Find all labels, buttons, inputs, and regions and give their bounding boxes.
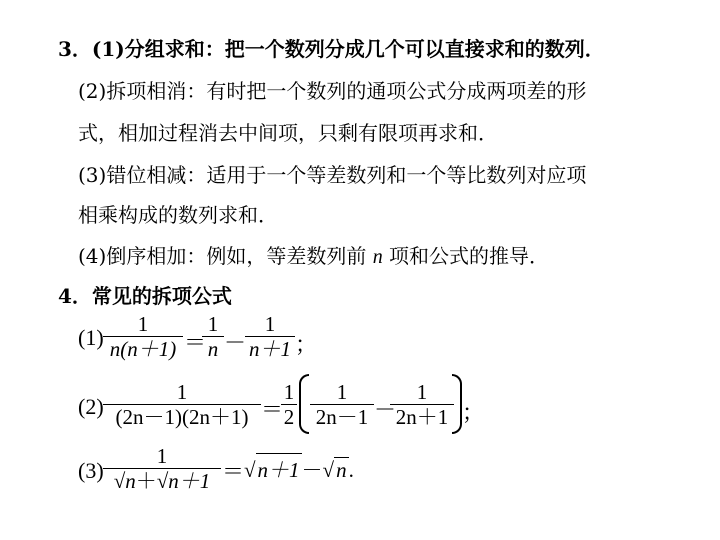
formula-2-c-den: 2 <box>283 405 295 429</box>
item-3-line-4 <box>78 162 586 188</box>
formula-2-coef <box>281 380 297 429</box>
formula-3-rhs <box>244 453 354 484</box>
formula-2-equals: ＝ <box>261 397 284 422</box>
formula-1-t1-num: 1 <box>207 312 219 336</box>
sqrt-icon: √ <box>156 469 169 493</box>
formula-1-equals: ＝ <box>184 330 207 355</box>
formula-2-lhs-num: 1 <box>176 380 188 404</box>
reverse-add-text-b: 项和公式的推导． <box>382 244 550 268</box>
sqrt-icon: √ <box>322 458 335 482</box>
item-3-line-5 <box>78 202 278 228</box>
telescoping-text-1: (2)拆项相消：有时把一个数列的通项公式分成两项差的形 <box>78 79 587 103</box>
formula-1-lhs-den: n(n＋1) <box>109 337 177 361</box>
telescoping-text-2: 式，相加过程消去中间项，只剩有限项再求和． <box>78 121 498 145</box>
formula-3-lhs <box>103 444 221 493</box>
item-3-line-3 <box>78 120 498 146</box>
formula-1-t2-den: n＋1 <box>249 337 291 361</box>
formula-3-den-plus: ＋ <box>135 469 157 493</box>
formula-2-lhs-den: (2n－1)(2n＋1) <box>115 405 249 429</box>
shift-subtract-text-1: (3)错位相减：适用于一个等差数列和一个等比数列对应项 <box>78 163 587 187</box>
sqrt-icon: √ <box>244 458 256 482</box>
formula-1-t2-num: 1 <box>264 312 276 336</box>
formula-2-t2-den: 2n＋1 <box>395 405 449 429</box>
item-3-text: 3．(1)分组求和：把一个数列分成几个可以直接求和的数列． <box>58 37 605 61</box>
reverse-add-var-n: n <box>372 246 383 268</box>
formula-1-term-2 <box>245 312 295 361</box>
formula-3-end: . <box>348 458 354 482</box>
reverse-add-text-a: (4)倒序相加：例如，等差数列前 <box>78 244 373 268</box>
formula-3-lhs-num: 1 <box>156 444 168 468</box>
item-3-line-2 <box>78 78 586 104</box>
formula-2-t1-num: 1 <box>336 380 348 404</box>
formula-1-minus: － <box>224 330 247 355</box>
shift-subtract-text-2: 相乘构成的数列求和． <box>78 203 278 227</box>
formula-2-label: (2) <box>78 394 104 419</box>
formula-2-minus: － <box>374 397 397 422</box>
formula-3-equals: ＝ <box>222 459 245 484</box>
formula-2-c-num: 1 <box>283 380 295 404</box>
formula-2-term-2 <box>390 380 454 429</box>
formula-3-minus: － <box>301 458 323 482</box>
item-3-line-1 <box>58 36 605 62</box>
formula-1-label: (1) <box>78 325 104 350</box>
formula-3-rhs-b: n <box>336 458 347 482</box>
formula-3-lhs-den <box>103 469 221 493</box>
item-4-text: 4．常见的拆项公式 <box>58 284 232 308</box>
formula-2-t2-num: 1 <box>416 380 428 404</box>
formula-1-end: ； <box>295 332 318 357</box>
item-3-line-6 <box>78 243 549 270</box>
formula-2-term-1 <box>310 380 374 429</box>
left-paren <box>299 374 309 434</box>
formula-2-end: ； <box>462 400 485 425</box>
formula-1-lhs-num: 1 <box>137 312 149 336</box>
sqrt-icon: √ <box>113 469 126 493</box>
right-paren <box>452 374 462 434</box>
formula-3-den-b: n＋1 <box>168 469 211 493</box>
formula-3-label: (3) <box>78 458 104 483</box>
formula-2-t1-den: 2n－1 <box>315 405 369 429</box>
item-4-heading <box>58 283 232 309</box>
formula-1-t1-den: n <box>207 337 219 361</box>
formula-3-rhs-a: n＋1 <box>256 453 302 484</box>
formula-2-lhs <box>103 380 261 429</box>
formula-1-term-1 <box>202 312 224 361</box>
formula-3-den-a: n <box>125 469 136 493</box>
formula-1-lhs <box>103 312 183 361</box>
